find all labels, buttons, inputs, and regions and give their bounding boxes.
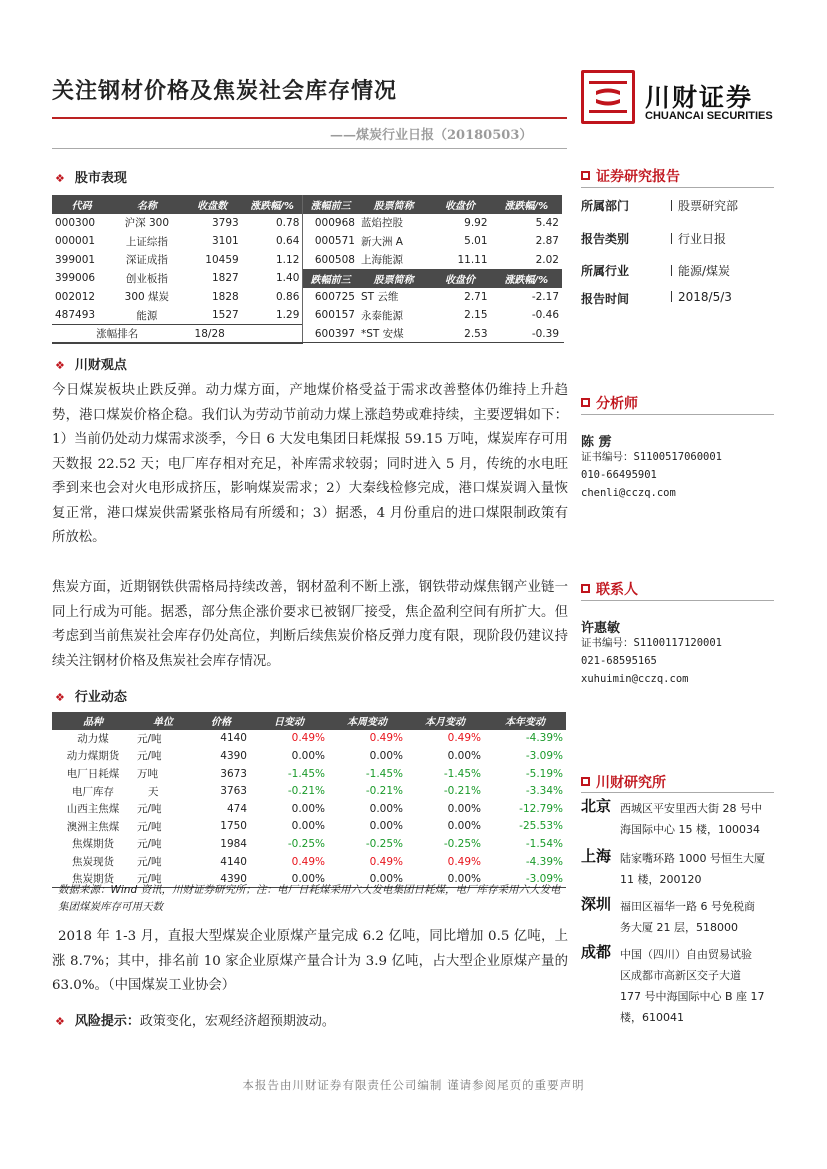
table-row: 电厂日耗煤 万吨 3673 -1.45% -1.45% -1.45% -5.19% [66,767,563,781]
industry-value: 能源/煤炭 [671,262,730,279]
office-address: 陆家嘴环路 1000 号恒生大厦 11 楼，200120 [620,852,765,886]
analyst-phone: 010-66495901 [581,469,657,481]
diamond-bullet-icon: ❖ [55,359,65,372]
table-row: 山西主焦煤 元/吨 474 0.00% 0.00% 0.00% -12.79% [66,802,563,816]
market-table-bottom-rule [52,342,564,343]
report-title: 关注钢材价格及焦炭社会库存情况 [52,78,398,104]
type-value: 行业日报 [671,230,726,247]
type-label: 报告类别 [581,232,630,246]
table-row: 000300 沪深 300 3793 0.78 000968 蓝焰控股 9.92 5.42 [52,214,562,233]
contact-name: 许惠敏 [581,621,621,636]
report-info-heading: 证券研究报告 [581,166,680,186]
office-city: 成都 [581,943,612,961]
table-row: 动力煤期货 元/吨 4390 0.00% 0.00% 0.00% -3.09% [66,749,563,763]
risk-text: 政策变化，宏观经济超预期波动。 [139,1014,335,1029]
sidebar-rule [581,792,774,793]
office-city: 深圳 [581,895,612,913]
table-row: 澳洲主焦煤 元/吨 1750 0.00% 0.00% 0.00% -25.53% [66,820,563,833]
industry-paragraph: 2018 年 1-3 月，直报大型煤炭企业原煤产量完成 6.2 亿吨，同比增加 0.5 亿吨，上涨 8.7%；其中，排名前 10 家企业原煤产量合计为 3.9 亿吨，占大型企业原煤产量的 63.0%。（中国煤炭工业协会） [52,929,568,993]
table-row: 涨幅排名 18/28 600397 *ST 安煤 2.53 -0.39 [52,325,562,344]
contact-phone: 021-68595165 [581,655,657,667]
risk-warning [55,1010,335,1029]
brand-name-en: CHUANCAI SECURITIES [645,110,773,122]
time-label: 报告时间 [581,292,630,306]
office-address: 西城区平安里西大街 28 号中 海国际中心 15 楼，100034 [620,802,762,836]
office-address: 中国（四川）自由贸易试验 区成都市高新区交子大道 177 号中海国际中心 B 座 17 楼，610041 [620,948,765,1024]
industry-heading: ❖ 行业动态 [55,690,127,705]
contact-heading: 联系人 [581,579,638,599]
office-address: 福田区福华一路 6 号免税商 务大厦 21 层，518000 [620,900,755,934]
table-row: 焦煤期货 元/吨 1984 -0.25% -0.25% -0.25% -1.54% [72,837,563,851]
dept-value: 股票研究部 [671,197,738,214]
analyst-email[interactable]: chenli@cczq.com [581,487,676,499]
contact-email[interactable]: xuhuimin@cczq.com [581,673,689,685]
market-table-header: 代码 名称 收盘数 涨跌幅/% 涨幅前三 股票简称 收盘价 涨跌幅/% [52,195,562,214]
view-paragraph-1: 今日煤炭板块止跌反弹。动力煤方面，产地煤价格受益于需求改善整体仍维持上升趋势，港口煤炭价格企稳。我们认为劳动节前动力煤上涨趋势或难持续，主要逻辑如下：1）当前仍处动力煤需求淡季，今日 6 大发电集团日耗煤报 59.15 万吨，煤炭库存可用天数报 22.52 天；电厂库存相对充足，补库需求较弱；同时进入 5 月，传统的水电旺季到来也会对火电形成挤压，影响煤炭需求；2）大秦线检修完成，港口煤炭调入量恢复正常，港口煤炭供需紧张格局有所缓和；3）据悉，4 月份重启的进口煤限制政策有所放松。 [52,383,568,545]
institute-heading: 川财研究所 [581,772,666,792]
table-row: 动力煤 元/吨 4140 0.49% 0.49% 0.49% -4.39% [77,732,563,745]
table-row: 焦炭现货 元/吨 4140 0.49% 0.49% 0.49% -4.39% [72,855,563,869]
market-heading: ❖ 股市表现 [55,171,127,186]
industry-table [52,712,566,888]
square-bullet-icon [581,171,590,180]
square-bullet-icon [581,777,590,786]
diamond-bullet-icon: ❖ [55,1015,65,1028]
contact-cert: 证书编号：S1100117120001 [581,637,723,649]
data-source-note: 数据来源：Wind 资讯，川财证券研究所；注：电厂日耗煤采用六大发电集团日耗煤，电厂库存采用六大发电集团煤炭库存可用天数 [58,884,561,913]
analyst-name: 陈 雳 [581,435,612,450]
table-row: 000001 上证综指 3101 0.64 000571 新大洲 A 5.01 2.87 [52,232,562,251]
view-heading: ❖ 川财观点 [55,358,127,373]
office-city: 北京 [581,797,612,815]
sidebar-rule [581,600,774,601]
industry-label: 所属行业 [581,264,630,278]
analyst-heading: 分析师 [581,393,638,413]
subtitle-rule [52,148,567,149]
market-table [52,195,562,344]
brand-name: 川财证券 [645,83,754,112]
square-bullet-icon [581,398,590,407]
analyst-cert: 证书编号：S1100517060001 [581,451,723,463]
sidebar-rule [581,414,774,415]
office-city: 上海 [581,847,612,865]
sidebar-rule [581,187,774,188]
company-logo-icon [581,70,635,124]
diamond-bullet-icon: ❖ [55,172,65,185]
risk-label: 风险提示： [74,1014,140,1029]
view-paragraph-2: 焦炭方面，近期钢铁供需格局持续改善，钢材盈利不断上涨，钢铁带动煤焦钢产业链一同上行成为可能。据悉，部分焦企涨价要求已被钢厂接受，焦企盈利空间有所扩大。但考虑到当前焦炭社会库存仍处高位，判断后续焦炭价格反弹力度有限，现阶段仍建议持续关注钢材价格及焦炭社会库存情况。 [52,580,568,669]
title-rule [52,117,567,119]
table-row: 焦炭期货 元/吨 4390 0.00% 0.00% 0.00% -3.09% [52,870,566,888]
table-row: 002012 300 煤炭 1828 0.86 600725 ST 云维 2.71 -2.17 [52,288,562,307]
page-footer: 本报告由川财证券有限责任公司编制 谨请参阅尾页的重要声明 [242,1078,585,1092]
table-row: 电厂库存 天 3763 -0.21% -0.21% -0.21% -3.34% [72,785,563,798]
table-row: 487493 能源 1527 1.29 600157 永泰能源 2.15 -0.46 [52,306,562,325]
dept-label: 所属部门 [581,199,630,213]
table-row: 399001 深证成指 10459 1.12 600508 上海能源 11.11 2.02 [52,251,562,270]
square-bullet-icon [581,584,590,593]
report-subtitle: ——煤炭行业日报（20180503） [330,128,533,143]
industry-table-header: 品种 单位 价格 日变动 本周变动 本月变动 本年变动 [52,712,566,730]
table-row: 399006 创业板指 1827 1.40 跌幅前三 股票简称 收盘价 涨跌幅/% [52,269,562,288]
diamond-bullet-icon: ❖ [55,691,65,704]
time-value: 2018/5/3 [671,290,732,304]
